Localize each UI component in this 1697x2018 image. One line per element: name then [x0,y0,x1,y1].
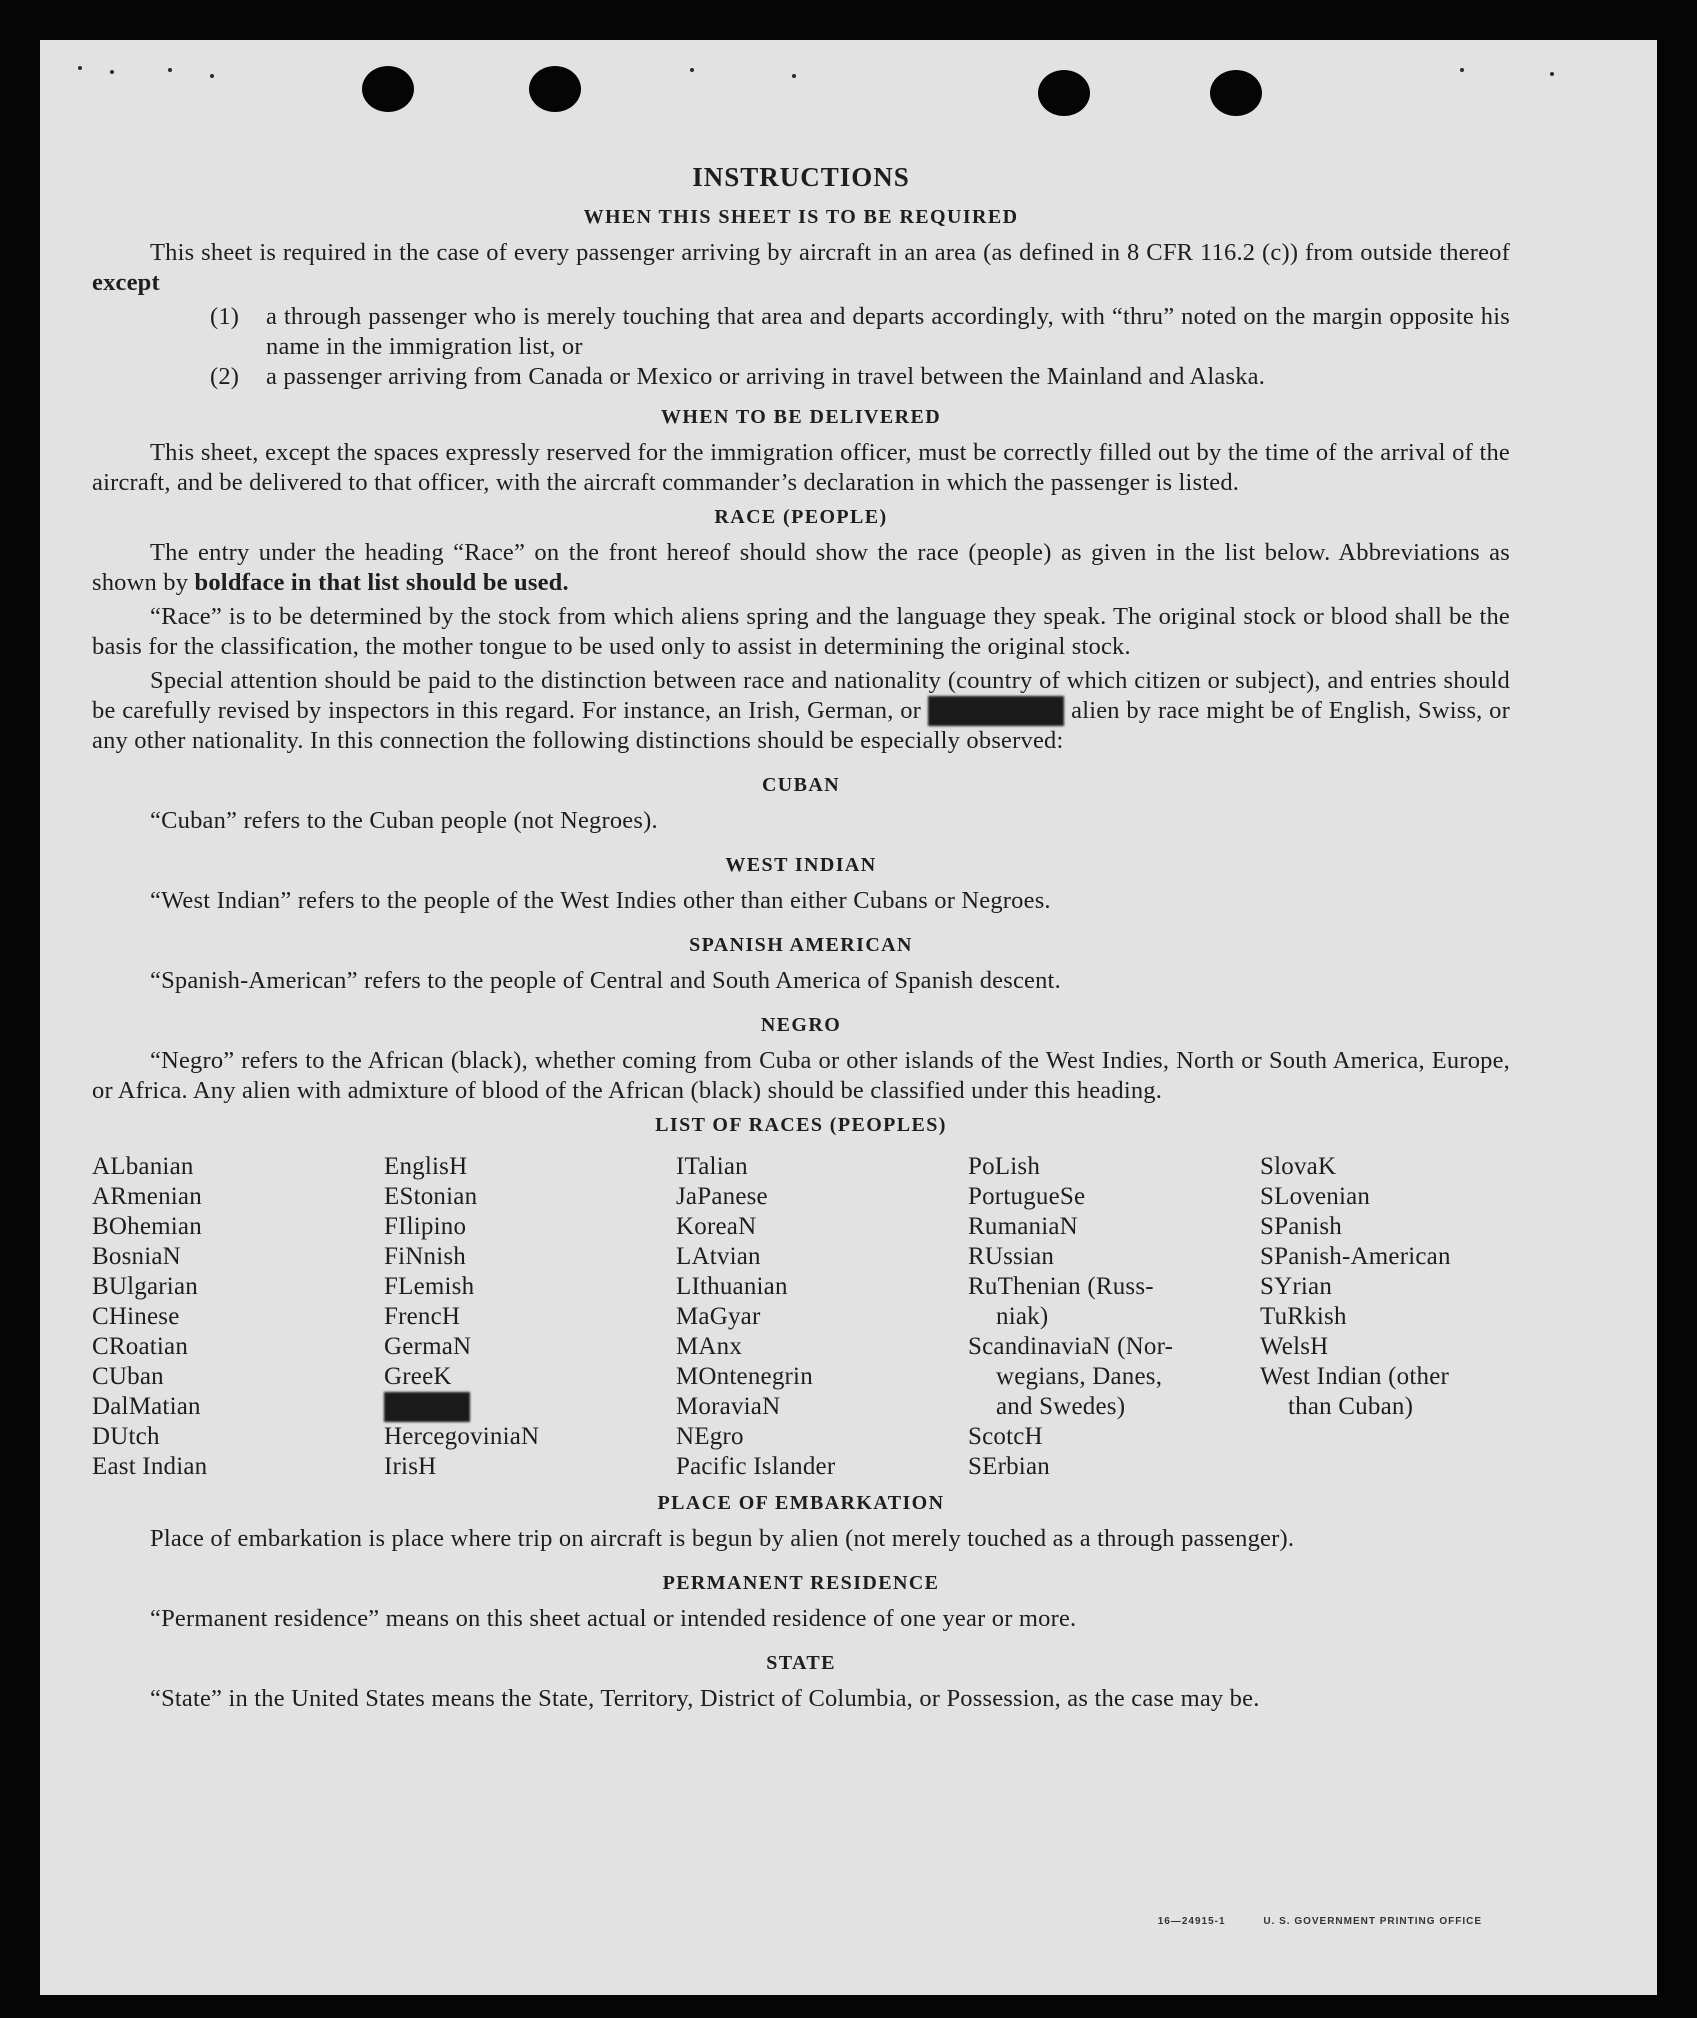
race-entry: KoreaN [676,1213,757,1240]
race-entry-continued: and Swedes) [996,1393,1126,1420]
dust-speck [690,68,694,72]
section-heading-negro: NEGRO [760,1014,842,1036]
race-entry: EStonian [384,1183,478,1210]
exception-item [92,302,1510,362]
form-id: 16—24915-1 [1157,1916,1226,1927]
race-entry: CHinese [92,1303,180,1330]
punch-hole [362,66,414,112]
punch-hole [529,66,581,112]
dust-speck [210,74,214,78]
race-entry: ALbanian [92,1153,194,1180]
race-p1-bold: boldface in that list should be used. [194,569,569,596]
section-heading-state: STATE [766,1652,836,1674]
instructions-content [92,162,1510,1718]
exception-text: a passenger arriving from Canada or Mexico or arriving in travel between the Mainland and Alaska. [266,363,1266,390]
race-entry: SErbian [968,1453,1050,1480]
race-p1-text: The entry under the heading “Race” on the front hereof should show the race (people) as given in the list below. Abbreviations as shown by [92,539,1510,596]
exception-item [92,362,1510,392]
race-entry: TuRkish [1260,1303,1347,1330]
required-except: except [92,269,160,296]
race-entry: JaPanese [676,1183,768,1210]
race-entry: PortugueSe [968,1183,1086,1210]
race-paragraph-2: “Race” is to be determined by the stock from which aliens spring and the language they speak. The original stock or blood shall be the basis for the classification, the mother tongue to be used only to assist in determining the original stock. [92,603,1510,660]
race-paragraph-1 [92,538,1510,598]
race-column [676,1152,968,1482]
race-entry: DUtch [92,1423,160,1450]
race-entry: West Indian (other [1260,1363,1450,1390]
race-p3-end: alien by race might be of English, Swiss, or any other nationality. In this connection the following distinctions should be especially observed: [92,697,1510,754]
race-entry: CRoatian [92,1333,189,1360]
race-paragraph-3 [92,666,1510,756]
section-heading-list-of-races: LIST OF RACES (PEOPLES) [655,1114,947,1136]
punch-hole [1038,70,1090,116]
dust-speck [168,68,172,72]
dust-speck [110,70,114,74]
cuban-paragraph: “Cuban” refers to the Cuban people (not Negroes). [150,807,658,834]
race-p3-start: Special attention should be paid to the distinction between race and nationality (country of which citizen or subject), and entries should be carefully revised by inspectors in this regard. For instance, an Irish, German, or [92,667,1510,724]
race-entry: SYrian [1260,1273,1333,1300]
delivered-paragraph: This sheet, except the spaces expressly reserved for the immigration officer, must be correctly filled out by the time of the arrival of the aircraft, and be delivered to that officer, with the aircraft commander’s declaration in which the passenger is listed. [92,439,1510,496]
race-entry: GermaN [384,1333,472,1360]
dust-speck [1460,68,1464,72]
race-entry: WelsH [1260,1333,1329,1360]
race-entry: FIlipino [384,1213,467,1240]
race-column [92,1152,384,1482]
printer-name: U. S. GOVERNMENT PRINTING OFFICE [1263,1916,1482,1927]
dust-speck [792,74,796,78]
race-entry: SPanish [1260,1213,1342,1240]
race-entry: BosniaN [92,1243,181,1270]
race-entry: MOntenegrin [676,1363,813,1390]
section-heading-residence: PERMANENT RESIDENCE [662,1572,940,1594]
exception-number: (1) [210,303,240,330]
section-heading-race: RACE (PEOPLE) [714,506,888,528]
race-entry: ScotcH [968,1423,1043,1450]
race-entry: MAnx [676,1333,743,1360]
race-entry: EnglisH [384,1153,468,1180]
race-entry: BUlgarian [92,1273,198,1300]
race-entry: RumaniaN [968,1213,1078,1240]
race-entry-continued: niak) [996,1303,1049,1330]
race-entry: SLovenian [1260,1183,1371,1210]
dust-speck [78,66,82,70]
negro-paragraph: “Negro” refers to the African (black), whether coming from Cuba or other islands of the West Indies, North or South America, Europe, or Africa. Any alien with admixture of blood of the African (black) should be classified under this heading. [92,1047,1510,1104]
race-column [968,1152,1260,1482]
race-entry: RuThenian (Russ- [968,1273,1154,1300]
exception-text: a through passenger who is merely touching that area and departs accordingly, with “thru” noted on the margin opposite his name in the immigration list, or [266,303,1510,360]
printer-footer [1158,1916,1482,1927]
exception-number: (2) [210,363,240,390]
dust-speck [1550,72,1554,76]
race-entry: East Indian [92,1453,208,1480]
race-list [92,1152,1510,1482]
race-entry-continued: wegians, Danes, [996,1363,1163,1390]
race-entry: ITalian [676,1153,748,1180]
punch-hole [1210,70,1262,116]
section-heading-west-indian: WEST INDIAN [725,854,877,876]
redacted-word: Hebrew [928,696,1065,726]
section-heading-required: WHEN THIS SHEET IS TO BE REQUIRED [583,206,1019,228]
race-entry: CUban [92,1363,164,1390]
race-entry: HercegoviniaN [384,1423,540,1450]
race-entry: ScandinaviaN (Nor- [968,1333,1174,1360]
race-entry: Pacific Islander [676,1453,836,1480]
residence-paragraph: “Permanent residence” means on this sheet actual or intended residence of one year or more. [150,1605,1077,1632]
race-entry: BOhemian [92,1213,202,1240]
section-heading-delivered: WHEN TO BE DELIVERED [660,406,942,428]
race-entry: FiNnish [384,1243,466,1270]
race-entry: ARmenian [92,1183,202,1210]
race-entry: IrisH [384,1453,437,1480]
embarkation-paragraph: Place of embarkation is place where trip on aircraft is begun by alien (not merely touched as a through passenger). [150,1525,1295,1552]
race-entry-continued: than Cuban) [1288,1393,1414,1420]
section-heading-spanish-american: SPANISH AMERICAN [689,934,913,956]
race-entry: SPanish-American [1260,1243,1451,1270]
document-sheet [40,40,1657,1995]
race-entry: FrencH [384,1303,461,1330]
race-entry: LAtvian [676,1243,761,1270]
required-paragraph [92,238,1510,298]
race-entry: MaGyar [676,1303,761,1330]
race-entry: RUssian [968,1243,1055,1270]
race-entry: SlovaK [1260,1153,1337,1180]
race-entry: DalMatian [92,1393,201,1420]
race-entry: MoraviaN [676,1393,781,1420]
race-entry: NEgro [676,1423,744,1450]
state-paragraph: “State” in the United States means the State, Territory, District of Columbia, or Possession, as the case may be. [150,1685,1260,1712]
page-title: INSTRUCTIONS [692,162,910,192]
spanish-american-paragraph: “Spanish-American” refers to the people of Central and South America of Spanish descent. [150,967,1061,994]
race-entry: FLemish [384,1273,475,1300]
west-indian-paragraph: “West Indian” refers to the people of the West Indies other than either Cubans or Negroes. [150,887,1051,914]
race-entry: GreeK [384,1363,452,1390]
race-column [384,1152,676,1482]
section-heading-cuban: CUBAN [761,774,841,796]
race-column [1260,1152,1552,1482]
race-entry: PoLish [968,1153,1041,1180]
section-heading-embarkation: PLACE OF EMBARKATION [657,1492,945,1514]
race-entry: LIthuanian [676,1273,788,1300]
race-entry-redacted: HebreW [384,1393,470,1420]
required-intro: This sheet is required in the case of every passenger arriving by aircraft in an area (as defined in 8 CFR 116.2 (c)) from outside thereof [150,239,1510,266]
